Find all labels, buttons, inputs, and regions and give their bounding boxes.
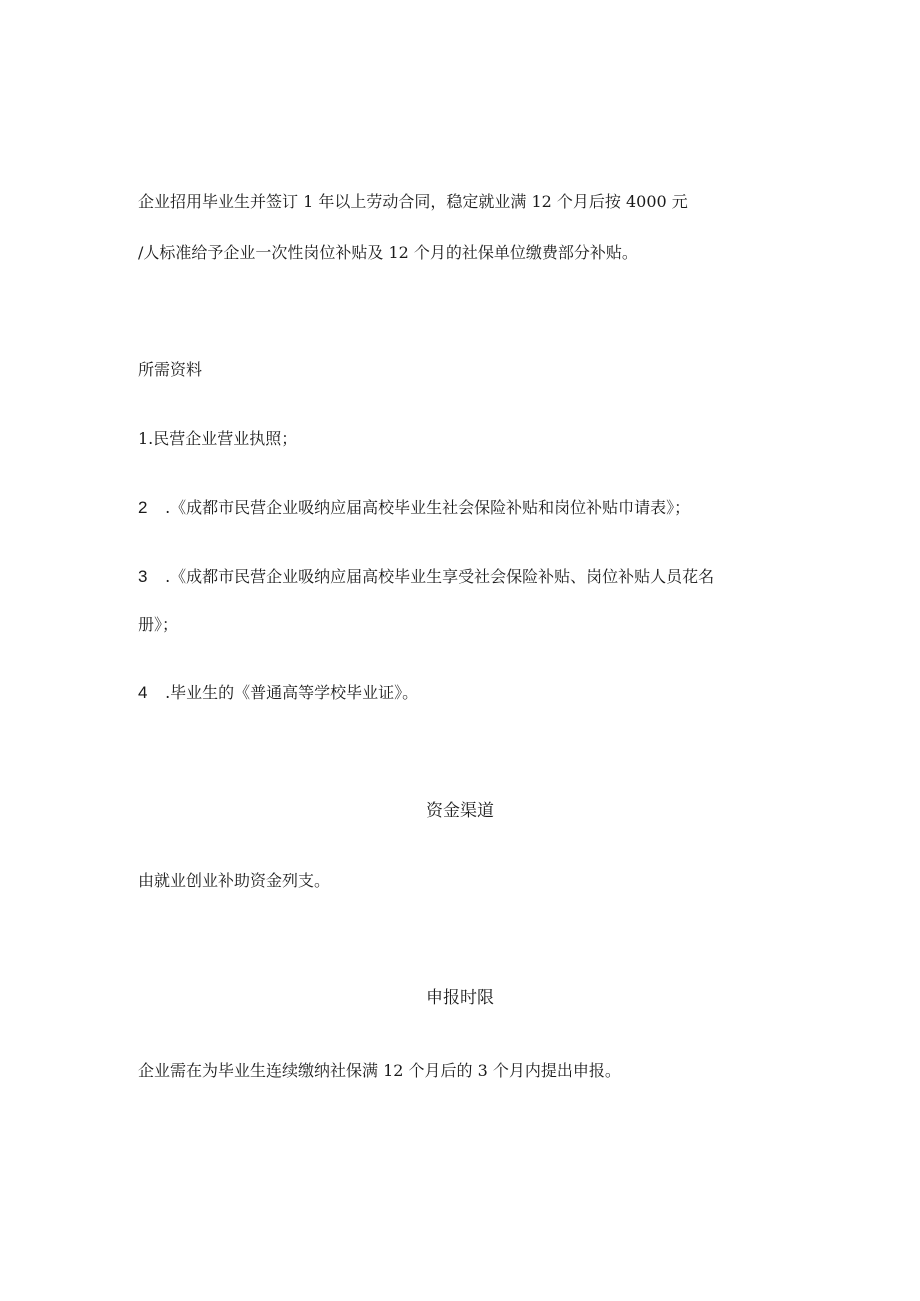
material-item-4-text: .毕业生的《普通高等学校毕业证》。 <box>160 683 419 702</box>
material-item-1-text: 民营企业营业执照； <box>153 429 298 448</box>
funding-heading: 资金渠道 <box>426 801 494 821</box>
material-item-2-number: 2 <box>138 498 148 517</box>
funding-text: 由就业创业补助资金列支。 <box>138 871 331 890</box>
material-item-2-text: .《成都市民营企业吸纳应届高校毕业生社会保险补贴和岗位补贴巾请表》； <box>160 498 691 517</box>
material-item-3-text: .《成都市民营企业吸纳应届高校毕业生享受社会保险补贴、岗位补贴人员花名 <box>160 567 715 586</box>
material-item-1 <box>138 428 297 450</box>
materials-heading: 所需资料 <box>138 360 203 379</box>
material-item-1-number: 1. <box>138 429 154 448</box>
material-item-3-number: 3 <box>138 567 148 586</box>
deadline-text: 企业需在为毕业生连续缴纳社保满 12 个月后的 3 个月内提出申报。 <box>138 1061 621 1080</box>
intro-line-2: /人标准给予企业一次性岗位补贴及 12 个月的社保单位缴费部分补贴。 <box>138 243 638 262</box>
material-item-4-number: 4 <box>138 683 148 702</box>
material-item-4 <box>138 682 418 704</box>
intro-line-1: 企业招用毕业生并签订 1 年以上劳动合同，稳定就业满 12 个月后按 4000 元 <box>138 192 688 211</box>
material-item-3 <box>138 566 714 588</box>
material-item-2 <box>138 497 690 519</box>
deadline-heading: 申报时限 <box>426 988 494 1008</box>
material-item-3-continuation: 册》； <box>138 615 179 634</box>
